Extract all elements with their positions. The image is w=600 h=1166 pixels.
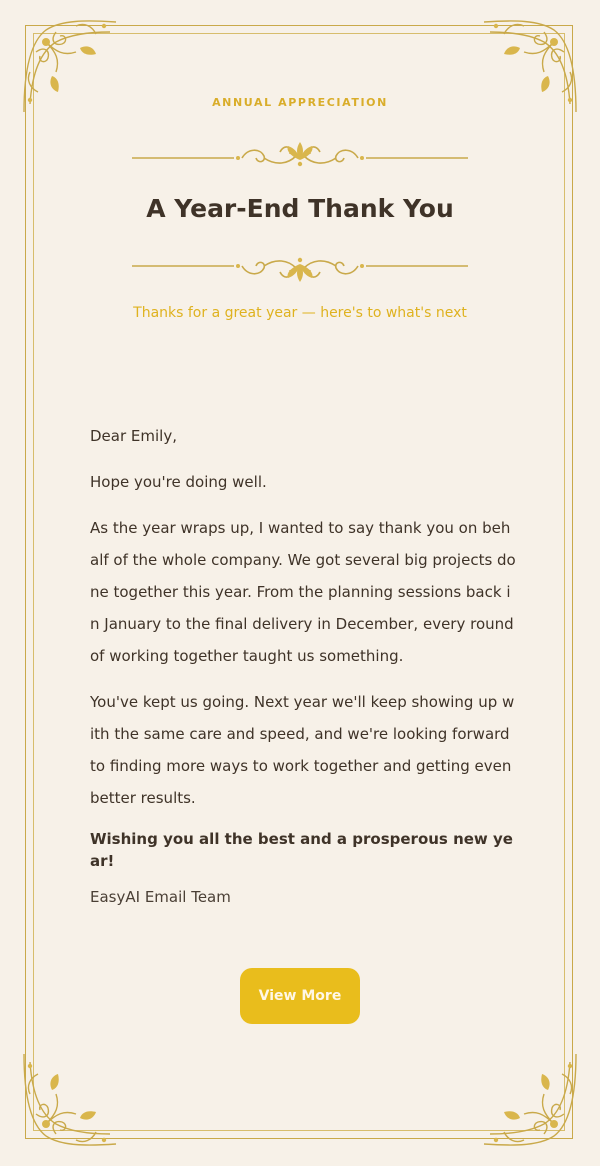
subtitle: Thanks for a great year — here's to what's next	[133, 305, 467, 321]
view-more-button[interactable]: View More	[240, 968, 360, 1024]
floral-corner-icon	[474, 1044, 584, 1154]
eyebrow-label: ANNUAL APPRECIATION	[212, 96, 388, 109]
closing-line: Wishing you all the best and a prosperous new year!	[90, 830, 513, 870]
page-title: A Year-End Thank You	[146, 194, 454, 223]
body-paragraph-1: As the year wraps up, I wanted to say thank you on behalf of the whole company. We got several big projects done together this year. From the planning sessions back in January to the final delivery in December, every round of working together taught us something.	[90, 519, 516, 665]
email-body	[90, 420, 518, 922]
floral-divider-icon	[130, 138, 470, 178]
intro-paragraph: Hope you're doing well.	[90, 473, 267, 491]
floral-divider-icon	[130, 246, 470, 286]
signature: EasyAI Email Team	[90, 888, 231, 906]
floral-corner-icon	[16, 1044, 126, 1154]
body-paragraph-2: You've kept us going. Next year we'll keep showing up with the same care and speed, and we're looking forward to finding more ways to work together and getting even better results.	[90, 693, 515, 807]
greeting: Dear Emily,	[90, 427, 177, 445]
